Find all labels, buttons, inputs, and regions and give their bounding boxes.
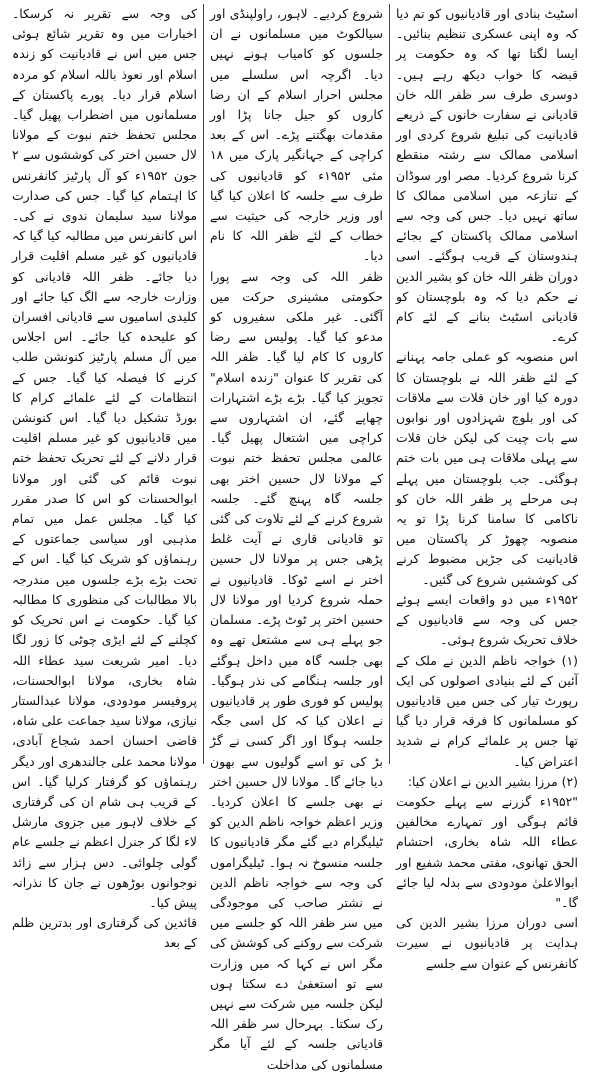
paragraph: اس منصوبہ کو عملی جامہ پہنانے کے لئے ظفر اللہ نے بلوچستان کا دورہ کیا اور خان قلات سے ملاقات کی اور بلوچ شہزادوں اور نوابوں سے بات چیت کی لیکن خان قلات سے پہلی ملاقات ہی میں بات ختم ہوگئی۔ جب بلوچستان میں پہلے ہی مرحلے پر ظفر اللہ خان کو ناکامی کا سامنا کرنا پڑا تو یہ منصوبہ چھوڑ کر پاکستان میں قادیانیت کی جڑیں مضبوط کرنے کی کوششیں شروع کی گئیں۔ xyxy=(396,349,578,587)
paragraph: ۱۹۵۲ء میں دو واقعات ایسے ہوئے جس کی وجہ سے قادیانیوں کے خلاف تحریک شروع ہوئی۔ xyxy=(396,591,578,648)
paragraph: شروع کردیے۔ لاہور، راولپنڈی اور سیالکوٹ میں مسلمانوں نے ان جلسوں کو کامیاب ہونے نہیں دیا۔ اگرچہ اس سلسلے میں مجلس احرار اسلام کے ان رضا کاروں کو جیل جانا پڑا اور مقدمات بھگتنے پڑے۔ اس کے بعد کراچی کے جہانگیر پارک میں ۱۸ مئی ۱۹۵۲ء کو قادیانیوں کی طرف سے جلسہ کا اعلان کیا گیا اور وزیر خارجہ کی حیثیت سے خطاب کے لئے ظفر اللہ کا نام دیا۔ xyxy=(210,6,383,264)
paragraph: اسٹیٹ بنادی اور قادیانیوں کو تم دیا کہ وہ اپنی عسکری تنظیم بنائیں۔ ایسا لگتا تھا کہ وہ حکومت پر قبضہ کا خواب دیکھ رہے ہیں۔ دوسری طرف سر ظفر اللہ خان قادیانی نے سفارت خانوں کے ذریعے قادیانیت کی تبلیغ شروع کردی اور اسلامی ممالک سے رشتہ منقطع کرنا شروع کردیا۔ مصر اور سوڈان کے تنازعہ میں اسلامی ممالک کا ساتھ نہیں دیا۔ جس کی وجہ سے اسلامی ممالک پاکستان کے بجائے ہندوستان کے قریب ہوگئے۔ اسی دوران ظفر اللہ خان کو بشیر الدین نے حکم دیا کہ وہ بلوچستان کو قادیانی اسٹیٹ بنانے کے لئے کام کرے۔ xyxy=(396,6,578,345)
quotation: "۱۹۵۲ء گزرنے سے پہلے حکومت قائم ہوگی اور تمہارے مخالفین عطاء اللہ شاہ بخاری، احتشام الحق تھانوی، مفتی محمد شفیع اور ابوالاعلیٰ مودودی سے بدلہ لیا جائے گا۔" xyxy=(396,793,578,910)
paragraph: ظفر اللہ کی وجہ سے پورا حکومتی مشینری حرکت میں آگئی۔ غیر ملکی سفیروں کو مدعو کیا گیا۔ پولیس سے رضا کاروں کا کام لیا گیا۔ ظفر اللہ کی تقریر کا عنوان "زندہ اسلام" تجویز کیا گیا۔ بڑے بڑے اشتہارات چھاپے گئے، ان اشتہاروں سے کراچی میں اشتعال پھیل گیا۔ عالمی مجلس تحفظ ختم نبوت کے مولانا لال حسین اختر بھی جلسہ گاہ پہنچ گئے۔ جلسہ شروع کرنے کے لئے تلاوت کی گئی تو قادیانی قاری نے آیت غلط پڑھی جس پر مولانا لال حسین اختر نے اسے ٹوکا۔ قادیانیوں نے حملہ شروع کردیا اور مولانا لال حسین اختر پر ٹوٹ پڑے۔ مسلمان جو پہلے ہی سے مشتعل تھے وہ بھی جلسہ گاہ میں داخل ہوگئے اور جلسہ ہنگامے کی نذر ہوگیا۔ پولیس کو فوری طور پر قادیانیوں نے اعلان کیا کہ کل اسی جگہ جلسہ ہوگا اور اگر کسی نے گڑ بڑ کی تو اسے گولیوں سے بھون دیا جائے گا۔ مولانا لال حسین اختر نے بھی جلسے کا اعلان کردیا۔ وزیر اعظم خواجہ ناظم الدین کو ٹیلیگرام دیے گئے مگر قادیانیوں کا جلسہ منسوخ نہ ہوا۔ ٹیلیگراموں کی وجہ سے خواجہ ناظم الدین نے نشتر صاحب کی موجودگی میں سر ظفر اللہ کو جلسے میں شرکت سے روکنے کی کوشش کی مگر اس نے کہا کہ میں وزارت سے تو استعفیٰ دے سکتا ہوں لیکن جلسہ میں شرکت سے نہیں رک سکتا۔ بہرحال سر ظفر اللہ قادیانی جلسہ کے لئے آیا مگر مسلمانوں کی مداخلت xyxy=(210,268,383,1072)
text-column-middle xyxy=(204,4,390,1072)
paragraph: (۲) مرزا بشیر الدین نے اعلان کیا: xyxy=(407,773,578,789)
paragraph: کی وجہ سے تقریر نہ کرسکا۔ اخبارات میں وہ تقریر شائع ہوئی جس میں اس نے قادیانیت کو زندہ اسلام اور نعوذ باللہ اسلام کو مردہ اسلام قرار دیا۔ پورے پاکستان کے مسلمانوں میں اضطراب پھیل گیا۔ مجلس تحفظ ختم نبوت کے مولانا لال حسین اختر کی کوششوں سے ۲ جون ۱۹۵۲ء کو آل پارٹیز کانفرنس کا اہتمام کیا گیا۔ جس کی صدارت مولانا سید سلیمان ندوی نے کی۔ اس کانفرنس میں مطالبہ کیا گیا کہ قادیانیوں کو غیر مسلم اقلیت قرار دیا جائے۔ ظفر اللہ قادیانی کو وزارت خارجہ سے الگ کیا جائے اور کلیدی اسامیوں سے قادیانی افسران کو علیحدہ کیا جائے۔ اس اجلاس میں آل مسلم پارٹیز کنونشن طلب کرنے کا فیصلہ کیا گیا۔ جس کے انتظامات کے لئے علمائے کرام کا بورڈ تشکیل دیا گیا۔ اس کنونشن میں قادیانیوں کو غیر مسلم اقلیت قرار دلانے کے لئے تحریک تحفظ ختم نبوت قائم کی گئی اور مولانا ابوالحسنات کو اس کا صدر مقرر کیا گیا۔ مجلس عمل میں تمام مذہبی اور سیاسی جماعتوں کے رہنماؤں کو شریک کیا گیا۔ اس کے تحت بڑے بڑے جلسوں میں مندرجہ بالا مطالبات کی منظوری کا مطالبہ کیا گیا۔ حکومت نے اس تحریک کو کچلنے کے لئے ایڑی چوٹی کا زور لگا دیا۔ امیر شریعت سید عطاء اللہ شاہ بخاری، مولانا ابوالحسنات، پروفیسر مودودی، مولانا عبدالستار نیازی، مولانا سید جماعت علی شاہ، قاضی احسان احمد شجاع آبادی، مولانا محمد علی جالندھری اور دیگر رہنماؤں کو گرفتار کرلیا گیا۔ اس کے قریب ہی شام ان کی گرفتاری کے خلاف لاہور میں جزوی مارشل لاء لگا کر جنرل اعظم نے جلسے عام گولی چلوائی۔ دس ہزار سے زائد نوجوانوں بوڑھوں نے جان کا نذرانہ پیش کیا۔ xyxy=(12,6,197,910)
paragraph: قائدین کی گرفتاری اور بدترین ظلم کے بعد xyxy=(12,915,197,951)
text-column-right xyxy=(390,4,584,971)
paragraph: (۱) خواجہ ناظم الدین نے ملک کے آئین کے لئے بنیادی اصولوں کی ایک رپورٹ تیار کی جس میں قادیانیوں کو مسلمانوں کا فرقہ قرار دیا گیا تھا جس پر علمائے کرام نے شدید اعتراض کیا۔ xyxy=(396,652,578,769)
paragraph: اسی دوران مرزا بشیر الدین کی ہدایت پر قادیانیوں نے سیرت کانفرنس کے عنوان سے جلسے xyxy=(396,915,578,971)
text-column-left xyxy=(6,4,204,951)
